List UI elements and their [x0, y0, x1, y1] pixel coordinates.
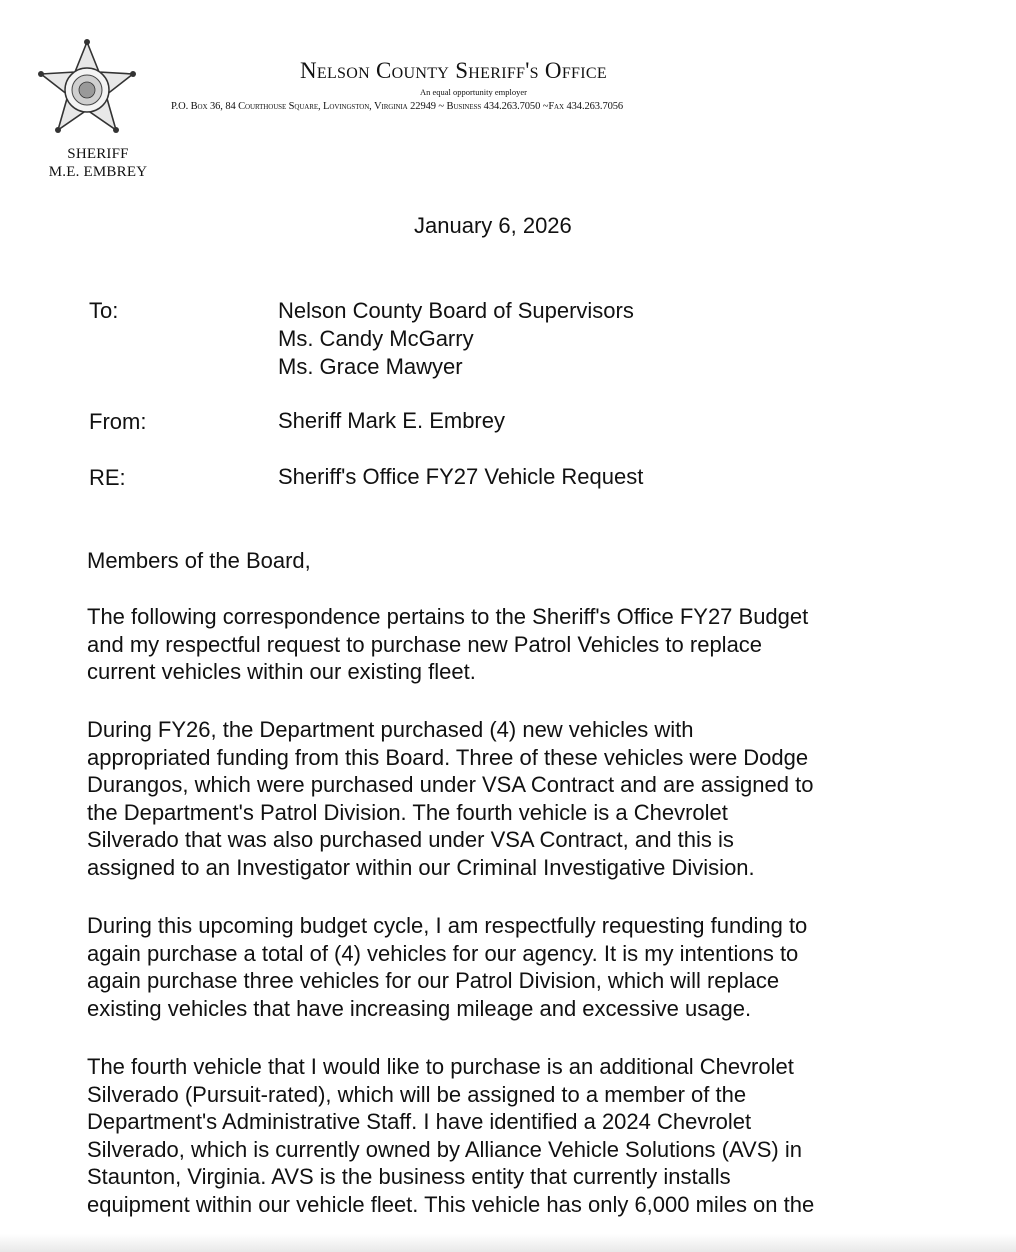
from-value: Sheriff Mark E. Embrey [278, 408, 505, 433]
to-recipients [278, 297, 634, 381]
paragraph-line: equipment within our vehicle fleet. This vehicle has only 6,000 miles on the [87, 1191, 815, 1217]
paragraph-line: Staunton, Virginia. AVS is the business entity that currently installs [87, 1164, 731, 1189]
paragraph-line: Silverado, which is currently owned by Alliance Vehicle Solutions (AVS) in [87, 1136, 802, 1162]
sheriff-title-line2: M.E. EMBREY [48, 164, 148, 180]
to-label: To: [89, 298, 119, 323]
from-label: From: [89, 409, 147, 434]
paragraph-line: assigned to an Investigator within our Criminal Investigative Division. [87, 854, 755, 880]
salutation: Members of the Board, [87, 548, 311, 573]
re-subject: Sheriff's Office FY27 Vehicle Request [278, 464, 644, 489]
recipient: Ms. Grace Mawyer [278, 354, 463, 379]
equal-opportunity-line: An equal opportunity employer [420, 87, 527, 97]
re-label: RE: [89, 465, 126, 490]
paragraph-line: and my respectful request to purchase new Patrol Vehicles to replace [87, 631, 763, 657]
paragraph-line: again purchase a total of (4) vehicles for our agency. It is my intentions to [87, 940, 799, 966]
paragraph-line: Silverado that was also purchased under VSA Contract, and this is [87, 827, 734, 852]
paragraph-line: the Department's Patrol Division. The fourth vehicle is a Chevrolet [87, 799, 728, 825]
paragraph-line: The fourth vehicle that I would like to purchase is an additional Chevrolet [87, 1054, 794, 1079]
paragraph-line: existing vehicles that have increasing mileage and excessive usage. [87, 995, 752, 1021]
paragraph-line: Department's Administrative Staff. I have identified a 2024 Chevrolet [87, 1109, 752, 1134]
body-paragraph [87, 1053, 917, 1218]
body-paragraph [87, 716, 917, 881]
paragraph-line: The following correspondence pertains to the Sheriff's Office FY27 Budget [87, 604, 809, 629]
sheriff-title-line1: SHERIFF [67, 146, 129, 162]
office-name: Nelson County Sheriff's Office [300, 58, 607, 83]
body-paragraph [87, 603, 917, 686]
page-bottom-edge [0, 1234, 1016, 1252]
letter-date: January 6, 2026 [414, 213, 572, 238]
paragraph-line: current vehicles within our existing fleet. [87, 659, 476, 684]
office-address: P.O. Box 36, 84 Courthouse Square, Lovingston, Virginia 22949 ~ Business 434.263.7050 ~Fax 434.263.7056 [171, 101, 624, 112]
paragraph-line: Durangos, which were purchased under VSA Contract and are assigned to [87, 772, 814, 797]
paragraph-line: During this upcoming budget cycle, I am respectfully requesting funding to [87, 913, 808, 938]
paragraph-line: appropriated funding from this Board. Three of these vehicles were Dodge [87, 744, 809, 770]
paragraph-line: Silverado (Pursuit-rated), which will be assigned to a member of the [87, 1081, 747, 1107]
recipient: Ms. Candy McGarry [278, 326, 474, 351]
body-paragraph [87, 912, 917, 1022]
sheriff-title [38, 145, 158, 181]
sheriff-star-badge-icon [34, 38, 140, 144]
paragraph-line: again purchase three vehicles for our Patrol Division, which will replace [87, 968, 780, 993]
recipient: Nelson County Board of Supervisors [278, 298, 634, 323]
paragraph-line: During FY26, the Department purchased (4) new vehicles with [87, 717, 694, 742]
